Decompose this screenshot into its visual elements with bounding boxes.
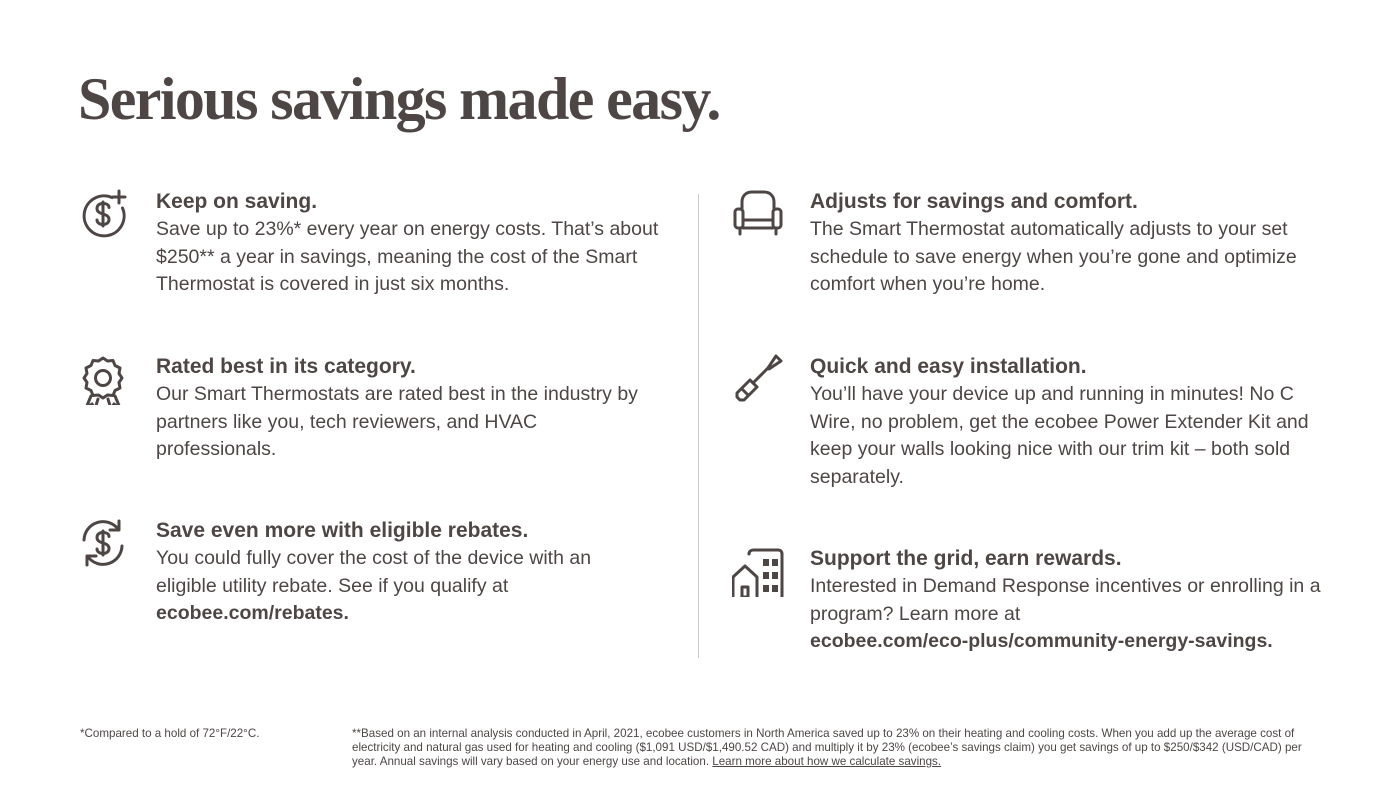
feature-title: Support the grid, earn rewards. (810, 547, 1122, 570)
dollar-refresh-icon (78, 517, 130, 569)
community-energy-link[interactable]: ecobee.com/eco-plus/community-energy-savings. (810, 630, 1273, 652)
feature-title: Keep on saving. (156, 190, 318, 213)
feature-description: Our Smart Thermostats are rated best in the industry by partners like you, tech reviewers, and HVAC professionals. (156, 383, 638, 460)
footnote-analysis (352, 727, 1327, 769)
feature-description: You’ll have your device up and running in minutes! No C Wire, no problem, get the ecobee Power Extender Kit and keep your walls looking nice with our trim kit – both sold separately. (810, 383, 1309, 488)
dollar-plus-icon (78, 188, 130, 240)
feature-title: Quick and easy installation. (810, 355, 1087, 378)
page-title: Serious savings made easy. (78, 66, 720, 132)
feature-rated-best (78, 353, 678, 463)
feature-rebates (78, 517, 678, 627)
armchair-icon (732, 188, 784, 240)
feature-title: Rated best in its category. (156, 355, 416, 378)
learn-more-link[interactable]: Learn more about how we calculate savings. (712, 755, 942, 768)
feature-body-text: Interested in Demand Response incentives or enrolling in a program? Learn more at (810, 575, 1321, 625)
feature-comfort (732, 188, 1352, 298)
feature-title: Adjusts for savings and comfort. (810, 190, 1138, 213)
feature-description (810, 573, 1370, 656)
house-grid-icon (732, 545, 784, 597)
column-divider (698, 194, 699, 658)
footnote-compared: *Compared to a hold of 72°F/22°C. (80, 727, 260, 740)
feature-grid (732, 545, 1372, 660)
rebates-link[interactable]: ecobee.com/rebates. (156, 602, 349, 624)
footnote-analysis-text: **Based on an internal analysis conducted in April, 2021, ecobee customers in North America saved up to 23% on their heating and cooling costs. When you add up the average cost of electricity and natural gas used for heating and cooling ($1,091 USD/$1,490.52 CAD) and multiply it by 23% (ecobee’s savings claim) you get savings of up to $250/$342 (USD/CAD) per year. Annual savings will vary based on your energy use and location. (352, 727, 1302, 768)
feature-description: Save up to 23%* every year on energy costs. That’s about $250** a year in savings, meaning the cost of the Smart Thermostat is covered in just six months. (156, 218, 659, 295)
screwdriver-icon (732, 353, 784, 405)
award-ribbon-icon (78, 353, 130, 405)
feature-body-text: You could fully cover the cost of the device with an eligible utility rebate. See if you qualify at (156, 547, 592, 597)
feature-description: The Smart Thermostat automatically adjusts to your set schedule to save energy when you’re gone and optimize comfort when you’re home. (810, 218, 1297, 295)
feature-keep-saving (78, 188, 678, 298)
feature-installation (732, 353, 1352, 493)
feature-description (156, 545, 636, 628)
feature-title: Save even more with eligible rebates. (156, 519, 529, 542)
